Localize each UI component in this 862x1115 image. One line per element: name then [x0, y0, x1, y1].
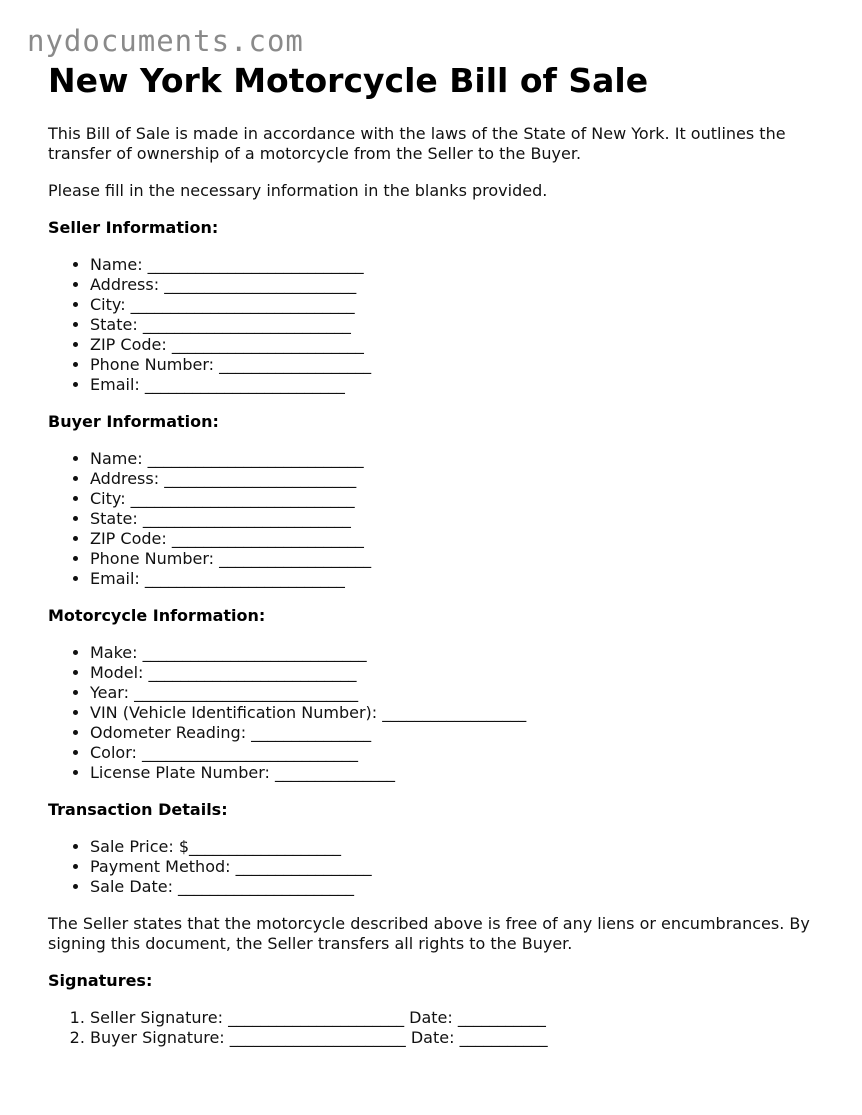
intro-paragraph: This Bill of Sale is made in accordance with the laws of the State of New York. It outlines the transfer of ownership of a motorcycle from the Seller to the Buyer.	[48, 124, 786, 163]
motorcycle-odometer-field[interactable]: • Odometer Reading: _______________	[90, 723, 828, 743]
seller-list	[48, 255, 828, 395]
buyer-phone-field[interactable]: • Phone Number: ___________________	[90, 549, 828, 569]
seller-name-field[interactable]: • Name: ___________________________	[90, 255, 828, 275]
seller-zip-field[interactable]: • ZIP Code: ________________________	[90, 335, 828, 355]
buyer-name-field[interactable]: • Name: ___________________________	[90, 449, 828, 469]
instructions-paragraph: Please fill in the necessary information in the blanks provided.	[48, 181, 548, 200]
transaction-heading: Transaction Details:	[48, 800, 228, 819]
buyer-address-field[interactable]: • Address: ________________________	[90, 469, 828, 489]
seller-heading: Seller Information:	[48, 218, 219, 237]
buyer-signature-field[interactable]: 2. Buyer Signature: ______________________ Date: ___________	[90, 1028, 828, 1048]
signatures-heading: Signatures:	[48, 971, 153, 990]
buyer-list	[48, 449, 828, 589]
seller-email-field[interactable]: • Email: _________________________	[90, 375, 828, 395]
transaction-list	[48, 837, 828, 897]
payment-method-field[interactable]: • Payment Method: _________________	[90, 857, 828, 877]
motorcycle-plate-field[interactable]: • License Plate Number: _______________	[90, 763, 828, 783]
buyer-state-field[interactable]: • State: __________________________	[90, 509, 828, 529]
motorcycle-list	[48, 643, 828, 783]
sale-price-field[interactable]: • Sale Price: $___________________	[90, 837, 828, 857]
document-page	[48, 60, 828, 1048]
buyer-city-field[interactable]: • City: ____________________________	[90, 489, 828, 509]
site-watermark: nydocuments.com	[27, 24, 304, 58]
seller-state-field[interactable]: • State: __________________________	[90, 315, 828, 335]
motorcycle-year-field[interactable]: • Year: ____________________________	[90, 683, 828, 703]
buyer-zip-field[interactable]: • ZIP Code: ________________________	[90, 529, 828, 549]
closing-paragraph: The Seller states that the motorcycle described above is free of any liens or encumbrances. By signing this document, the Seller transfers all rights to the Buyer.	[48, 914, 810, 953]
sale-date-field[interactable]: • Sale Date: ______________________	[90, 877, 828, 897]
page-title: New York Motorcycle Bill of Sale	[48, 61, 649, 100]
motorcycle-color-field[interactable]: • Color: ___________________________	[90, 743, 828, 763]
motorcycle-heading: Motorcycle Information:	[48, 606, 266, 625]
seller-address-field[interactable]: • Address: ________________________	[90, 275, 828, 295]
seller-city-field[interactable]: • City: ____________________________	[90, 295, 828, 315]
buyer-heading: Buyer Information:	[48, 412, 219, 431]
seller-phone-field[interactable]: • Phone Number: ___________________	[90, 355, 828, 375]
motorcycle-model-field[interactable]: • Model: __________________________	[90, 663, 828, 683]
signatures-list	[48, 1008, 828, 1048]
motorcycle-make-field[interactable]: • Make: ____________________________	[90, 643, 828, 663]
buyer-email-field[interactable]: • Email: _________________________	[90, 569, 828, 589]
seller-signature-field[interactable]: 1. Seller Signature: ______________________ Date: ___________	[90, 1008, 828, 1028]
motorcycle-vin-field[interactable]: • VIN (Vehicle Identification Number): __________________	[90, 703, 828, 723]
